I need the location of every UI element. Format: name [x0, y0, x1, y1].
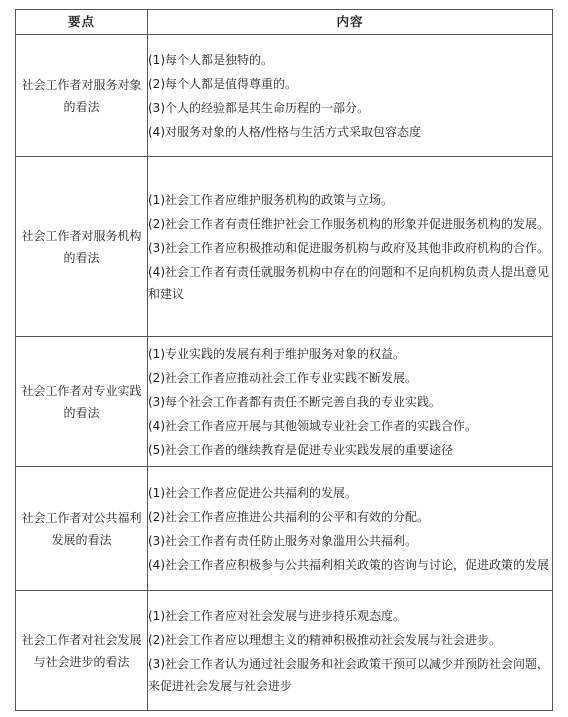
content-item: (3)个人的经验都是其生命历程的一部分。 [148, 100, 369, 115]
content-item: (4)对服务对象的人格/性格与生活方式采取包容态度 [148, 124, 422, 139]
header-key-points: 要点 [16, 10, 148, 35]
row-content-cell [148, 35, 553, 157]
table-header-row [16, 10, 553, 35]
table-row [16, 467, 553, 591]
row-key-cell: 社会工作者对服务对象的看法 [16, 35, 148, 157]
content-item: (3)每个社会工作者都有责任不断完善自我的专业实践。 [148, 394, 442, 409]
content-item: (3)社会工作者有责任防止服务对象滥用公共福利。 [148, 533, 417, 548]
row-key-cell: 社会工作者对社会发展与社会进步的看法 [16, 591, 148, 711]
row-content-cell [148, 467, 553, 591]
content-item: (2)社会工作者应以理想主义的精神积极推动社会发展与社会进步。 [148, 632, 502, 647]
row-content-cell [148, 157, 553, 337]
table-row [16, 157, 553, 337]
content-item: (2)每个人都是值得尊重的。 [148, 76, 297, 91]
content-item: (1)社会工作者应维护服务机构的政策与立场。 [148, 192, 393, 207]
content-item: (2)社会工作者应推进公共福利的公平和有效的分配。 [148, 509, 430, 524]
table-row [16, 337, 553, 467]
content-item: (3)社会工作者应积极推动和促进服务机构与政府及其他非政府机构的合作。 [148, 240, 550, 255]
key-points-table [15, 9, 553, 711]
content-item: (1)社会工作者应对社会发展与进步持乐观态度。 [148, 608, 405, 623]
row-content-cell [148, 337, 553, 467]
content-item: (4)社会工作者应开展与其他领域专业社会工作者的实践合作。 [148, 418, 478, 433]
content-item: (4)社会工作者有责任就服务机构中存在的问题和不足向机构负责人提出意见和建议 [148, 264, 550, 301]
header-content: 内容 [148, 10, 553, 35]
content-item: (4)社会工作者应积极参与公共福利相关政策的咨询与讨论，促进政策的发展 [148, 557, 550, 572]
content-item: (3)社会工作者认为通过社会服务和社会政策干预可以减少并预防社会问题，来促进社会发展与社会进步 [148, 656, 550, 693]
table-row [16, 35, 553, 157]
row-key-cell: 社会工作者对公共福利发展的看法 [16, 467, 148, 591]
row-content-cell [148, 591, 553, 711]
table-row [16, 591, 553, 711]
content-item: (2)社会工作者应推动社会工作专业实践不断发展。 [148, 370, 417, 385]
content-item: (5)社会工作者的继续教育是促进专业实践发展的重要途径 [148, 442, 454, 457]
row-key-cell: 社会工作者对专业实践的看法 [16, 337, 148, 467]
content-item: (1)专业实践的发展有利于维护服务对象的权益。 [148, 346, 405, 361]
row-key-cell: 社会工作者对服务机构的看法 [16, 157, 148, 337]
content-item: (1)社会工作者应促进公共福利的发展。 [148, 485, 357, 500]
content-item: (1)每个人都是独特的。 [148, 52, 273, 67]
content-item: (2)社会工作者有责任维护社会工作服务机构的形象并促进服务机构的发展。 [148, 216, 550, 231]
